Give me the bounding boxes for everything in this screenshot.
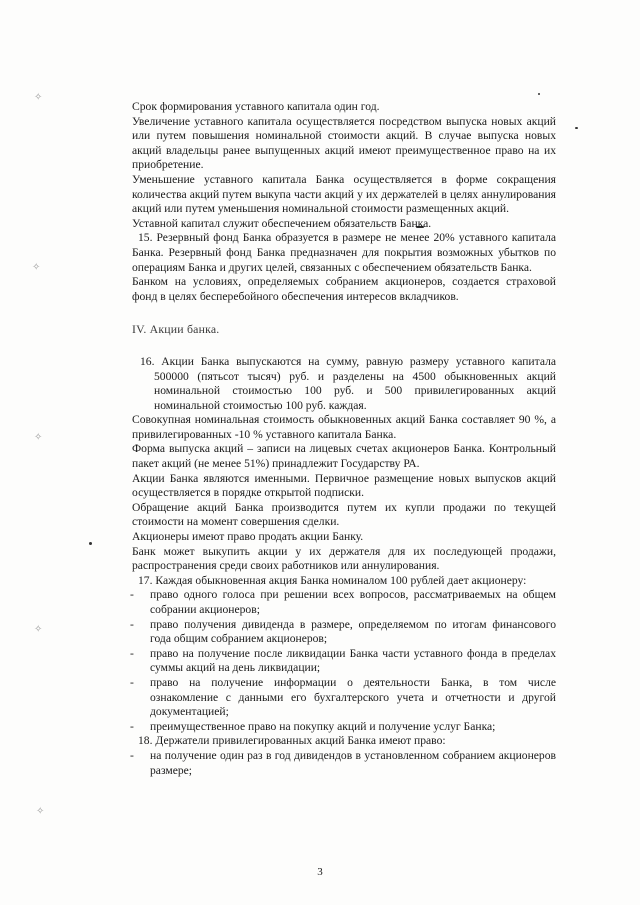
list-item (132, 647, 556, 676)
section-heading: IV. Акции банка. (132, 322, 220, 337)
dash-marker: - (130, 646, 134, 660)
list-item-text: преимущественное право на покупку акций и получение услуг Банка; (150, 719, 496, 733)
list-item (132, 676, 556, 720)
paragraph: Акции Банка являются именными. Первичное размещение новых выпусков акций осуществляется в порядке открытой подписки. (132, 471, 556, 500)
dash-marker: - (130, 588, 134, 602)
clause-17: 17. Каждая обыкновенная акция Банка номиналом 100 рублей дает акционеру: (138, 573, 527, 587)
paragraph: Банком на условиях, определяемых собранием акционеров, создается страховой фонд в целях бесперебойного обеспечения интересов вкладчиков. (132, 275, 556, 303)
list-item-text: право одного голоса при решении всех вопросов, рассматриваемых на общем собрании акционеров; (150, 588, 556, 616)
margin-speck: ✧ (32, 262, 41, 273)
paragraph: Совокупная номинальная стоимость обыкновенных акций Банка составляет 90 %, а привилегированных -10 % уставного капитала Банка. (132, 413, 556, 441)
clause-16: 16. Акции Банка выпускаются на сумму, равную размеру уставного капитала 500000 (пятьсот тысяч) руб. и разделены на 4500 обыкновенных акций номинальной стоимостью 100 руб. и 500 привилегированных акций номинальной стоимостью 100 руб. каждая. (140, 354, 556, 412)
margin-speck: ✧ (34, 432, 43, 443)
paragraph: Обращение акций Банка производится путем их купли продажи по текущей стоимости на момент совершения сделки. (132, 500, 556, 529)
paragraph: Срок формирования уставного капитала один год. (132, 100, 380, 113)
list-item-text: право получения дивиденда в размере, определяемом по итогам финансового года общим собранием акционеров; (150, 617, 556, 646)
document-body (132, 100, 556, 778)
clause-15: 15. Резервный фонд Банка образуется в размере не менее 20% уставного капитала Банка. Резервный фонд Банка предназначен для покрытия возможных убытков по операциям Банка и других целей, связанных с обеспечением обязательств Банка. (132, 231, 556, 274)
list-item-text: право на получение информации о деятельности Банка, в том числе ознакомление с данными его бухгалтерского учета и отчетности и другой документацией; (150, 675, 556, 719)
margin-speck: ✧ (34, 92, 43, 103)
paragraph: Акционеры имеют право продать акции Банку. (132, 530, 364, 544)
paragraph: Увеличение уставного капитала осуществляется посредством выпуска новых акций или путем повышения номинальной стоимости акций. В случае выпуска новых акций владельцы ранее выпущенных акций имеют преимущественное право на их приобретение. (132, 114, 556, 172)
dash-marker: - (130, 748, 134, 762)
list-item-text: на получение один раз в год дивидендов в установленном собранием акционеров размере; (150, 748, 556, 777)
paragraph: Банк может выкупить акции у их держателя для их последующей продажи, распространения среди своих работников или аннулирования. (132, 544, 556, 573)
list-item (132, 588, 556, 617)
list-item (132, 618, 556, 647)
ink-dot (575, 127, 578, 129)
paragraph: Уменьшение уставного капитала Банка осуществляется в форме сокращения количества акций путем выкупа части акций у их держателей в целях аннулирования акций или путем уменьшения номинальной стоимости размещенных акций. (132, 172, 556, 216)
dash-marker: - (130, 675, 134, 689)
dash-marker: - (130, 617, 134, 631)
paragraph: Уставной капитал служит обеспечением обязательств Банка. (132, 216, 432, 230)
ink-dot (538, 93, 540, 95)
list-item-text: право на получение после ликвидации Банка части уставного фонда в пределах суммы акций на день ликвидации; (150, 646, 556, 675)
margin-speck: ✧ (34, 624, 43, 635)
page-number: 3 (317, 866, 323, 878)
list-item (132, 720, 556, 735)
paragraph: Форма выпуска акций – записи на лицевых счетах акционеров Банка. Контрольный пакет акций (не менее 51%) принадлежит Государству РА. (132, 442, 556, 471)
clause-18: 18. Держатели привилегированных акций Банка имеют право: (138, 734, 446, 748)
dash-marker: - (130, 719, 134, 733)
margin-speck: ✧ (36, 806, 45, 817)
list-item (132, 749, 556, 778)
ink-dot (89, 542, 92, 545)
